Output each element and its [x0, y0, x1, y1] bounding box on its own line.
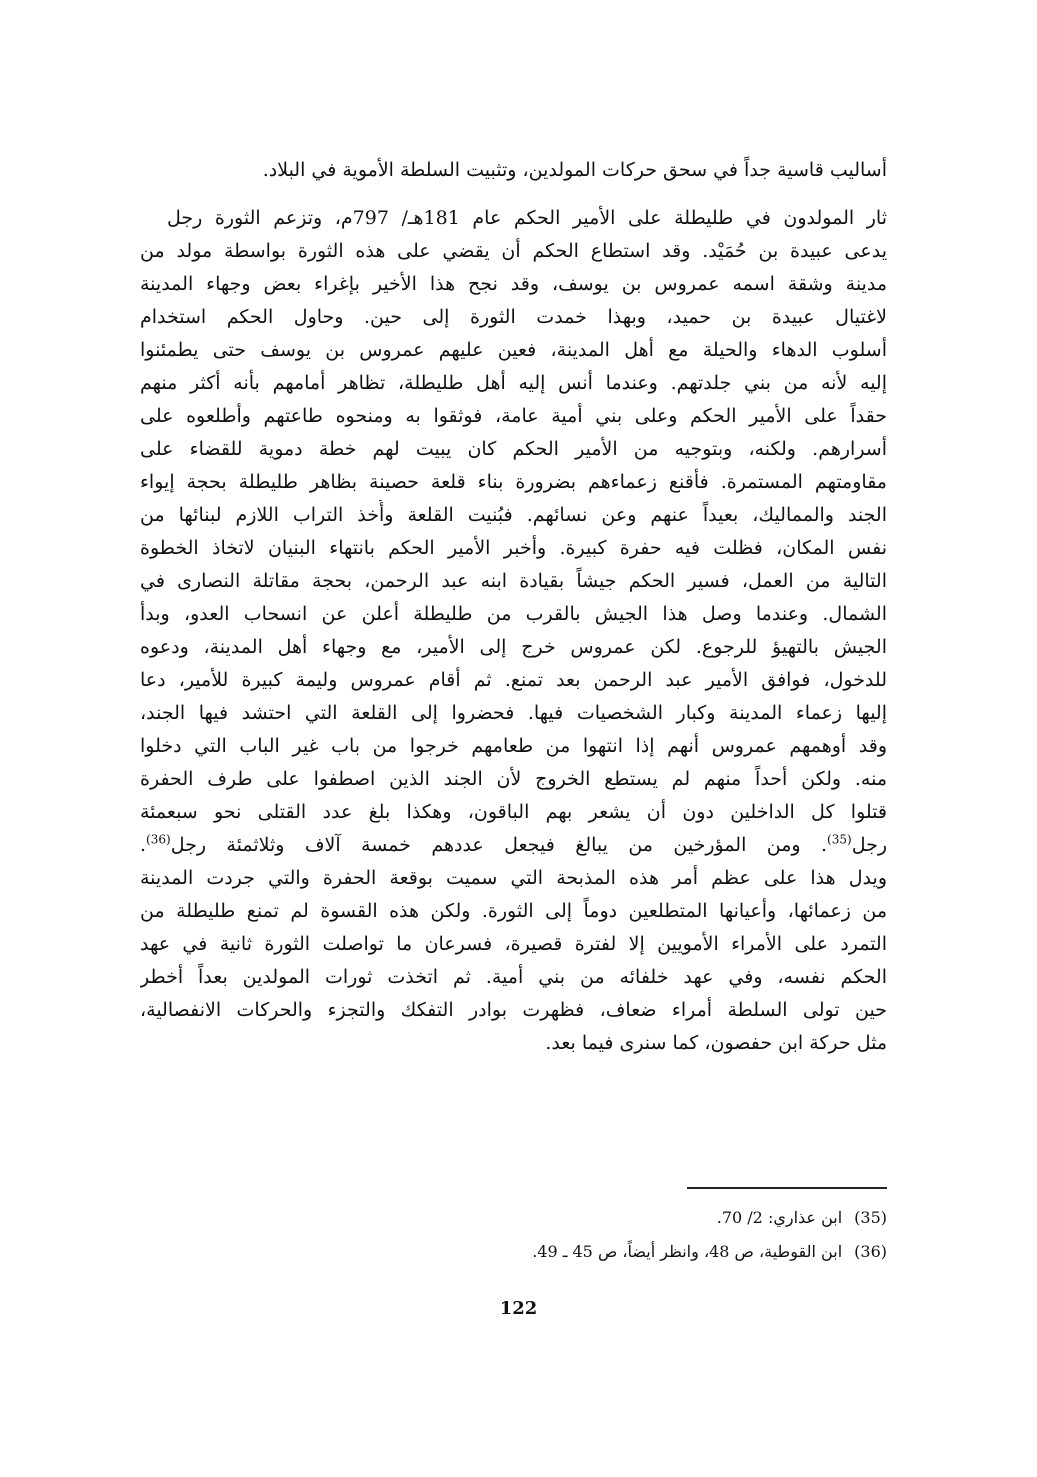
text-line: التالية من العمل، فسير الحكم جيشاً بقيادة ابنه عبد الرحمن، بحجة مقاتلة النصارى في — [140, 570, 887, 592]
text-line: وقد أوهمهم عمروس أنهم إذا انتهوا من طعامهم خرجوا من باب غير الباب التي دخلوا — [140, 735, 887, 757]
text-line: ويدل هذا على عظم أمر هذه المذبحة التي سميت بوقعة الحفرة والتي جردت المدينة — [140, 867, 887, 889]
footnote-ref-36[interactable]: (36) — [146, 832, 171, 847]
text-line: منه. ولكن أحداً منهم لم يستطع الخروج لأن الجند الذين اصطفوا على طرف الحفرة — [140, 768, 887, 790]
text-line-with-footnote-refs — [140, 830, 887, 860]
footnote-number: (36) — [854, 1242, 887, 1261]
text-line: إليها زعماء المدينة وكبار الشخصيات فيها. فحضروا إلى القلعة التي احتشد فيها الجند، — [140, 702, 887, 724]
text-line: من زعمائها، وأعيانها المتطلعين دوماً إلى الثورة. ولكن هذه القسوة لم تمنع طليطلة من — [140, 900, 887, 922]
text-fragment: رجل — [851, 834, 887, 856]
text-line: لاغتيال عبيدة بن حميد، وبهذا خمدت الثورة إلى حين. وحاول الحكم استخدام — [140, 306, 887, 328]
text-line: أسلوب الدهاء والحيلة مع أهل المدينة، فعين عليهم عمروس بن يوسف حتى يطمئنوا — [140, 339, 887, 361]
footnote-35 — [140, 1206, 887, 1230]
text-line: مقاومتهم المستمرة. فأقنع زعماءهم بضرورة بناء قلعة حصينة بظاهر طليطلة بحجة إيواء — [140, 471, 887, 493]
text-line: أسرارهم. ولكنه، وبتوجيه من الأمير الحكم كان يبيت لهم خطة دموية للقضاء على — [140, 438, 887, 460]
text-line: حقداً على الأمير الحكم وعلى بني أمية عامة، فوثقوا به ومنحوه طاعتهم وأطلعوه على — [140, 405, 887, 427]
footnote-divider — [687, 1187, 887, 1189]
text-line: مثل حركة ابن حفصون، كما سنرى فيما بعد. — [545, 1032, 887, 1054]
page-number: 122 — [499, 1298, 538, 1319]
text-line: الجند والمماليك، بعيداً عنهم وعن نسائهم. فبُنيت القلعة وأُخذ التراب اللازم لبنائها من — [140, 504, 887, 526]
text-line: الجيش بالتهيؤ للرجوع. لكن عمروس خرج إلى الأمير، مع وجهاء أهل المدينة، ودعوه — [140, 636, 887, 658]
text-fragment: . — [140, 834, 147, 856]
text-line: الشمال. وعندما وصل هذا الجيش بالقرب من طليطلة أعلن عن انسحاب العدو، وبدأ — [140, 603, 887, 625]
text-line: يدعى عبيدة بن حُمَيْد. وقد استطاع الحكم أن يقضي على هذه الثورة بواسطة مولد من — [140, 240, 887, 262]
footnote-number: (35) — [854, 1208, 887, 1227]
text-line: حين تولى السلطة أمراء ضعاف، فظهرت بوادر التفكك والتجزء والحركات الانفصالية، — [140, 999, 887, 1021]
footnote-36 — [140, 1240, 887, 1264]
text-line: التمرد على الأمراء الأمويين إلا لفترة قصيرة، فسرعان ما تواصلت الثورة ثانية في عهد — [140, 933, 887, 955]
footnote-ref-35[interactable]: (35) — [827, 832, 852, 847]
footnote-text: ابن القوطية، ص 48، وانظر أيضاً، ص 45 ـ 49. — [532, 1242, 843, 1261]
text-line: الحكم نفسه، وفي عهد خلفائه من بني أمية. ثم اتخذت ثورات المولدين بعداً أخطر — [140, 966, 887, 988]
footnote-text: ابن عذاري: 2/ 70. — [716, 1208, 843, 1227]
text-line: أساليب قاسية جداً في سحق حركات المولدين، وتثبيت السلطة الأموية في البلاد. — [262, 159, 887, 181]
text-line: نفس المكان، فظلت فيه حفرة كبيرة. وأخبر الأمير الحكم بانتهاء البنيان لاتخاذ الخطوة — [140, 537, 887, 559]
text-line: للدخول، فوافق الأمير عبد الرحمن بعد تمنع. ثم أقام عمروس وليمة كبيرة للأمير، دعا — [140, 669, 887, 691]
text-fragment: . ومن المؤرخين من يبالغ فيجعل عددهم خمسة آلاف وثلاثمئة رجل — [170, 834, 828, 856]
text-line: مدينة وشقة اسمه عمروس بن يوسف، وقد نجح هذا الأخير بإغراء بعض وجهاء المدينة — [140, 273, 887, 295]
text-line: ثار المولدون في طليطلة على الأمير الحكم عام 181هـ/ 797م، وتزعم الثورة رجل — [167, 207, 887, 229]
text-line: إليه لأنه من بني جلدتهم. وعندما أنس إليه أهل طليطلة، تظاهر أمامهم بأنه أكثر منهم — [140, 372, 887, 394]
text-line: قتلوا كل الداخلين دون أن يشعر بهم الباقون، وهكذا بلغ عدد القتلى نحو سبعمئة — [140, 801, 887, 823]
